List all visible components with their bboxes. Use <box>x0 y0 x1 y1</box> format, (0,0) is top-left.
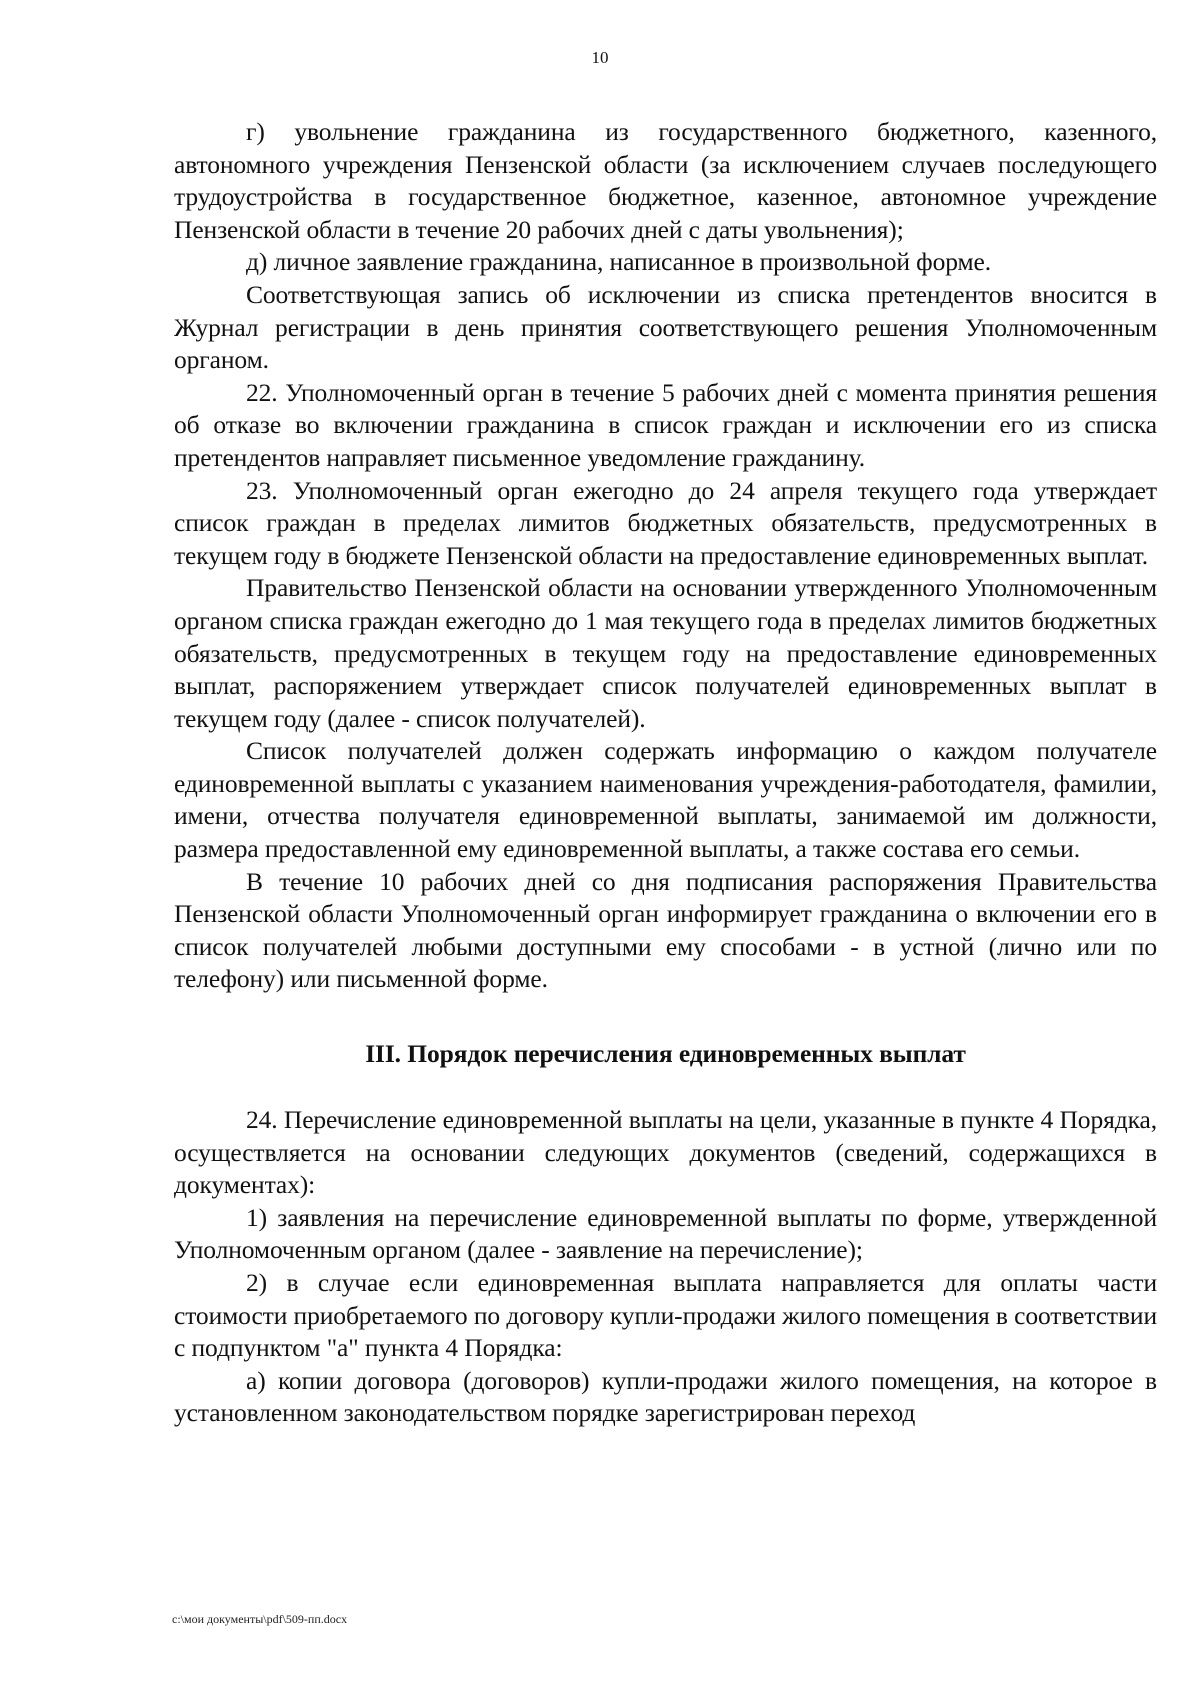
section-heading: III. Порядок перечисления единовременных выплат <box>365 1039 966 1069</box>
paragraph-subitem-1: 1) заявления на перечисление единовременной выплаты по форме, утвержденной Уполномоченным органом (далее - заявление на перечисление); <box>174 1202 1157 1265</box>
paragraph-recipient-list-contents: Список получателей должен содержать информацию о каждом получателе единовременной выплаты с указанием наименования учреждения-работодателя, фамилии, имени, отчества получателя единовременной выплаты, занимаемой им должности, размера предоставленной ему единовременной выплаты, а также состава его семьи. <box>174 736 1157 864</box>
paragraph-journal-record: Соответствующая запись об исключении из списка претендентов вносится в Журнал регистрации в день принятия соответствующего решения Уполномоченным органом. <box>174 279 1157 375</box>
paragraph-item-23: 23. Уполномоченный орган ежегодно до 24 апреля текущего года утверждает список граждан в пределах лимитов бюджетных обязательств, предусмотренных в текущем году в бюджете Пензенской области на предоставление единовременных выплат. <box>174 475 1157 570</box>
paragraph-notification: В течение 10 рабочих дней со дня подписания распоряжения Правительства Пензенской области Уполномоченный орган информирует гражданина о включении его в список получателей любыми доступными ему способами - в устной (лично или по телефону) или письменной форме. <box>174 866 1157 994</box>
paragraph-item-22: 22. Уполномоченный орган в течение 5 рабочих дней с момента принятия решения об отказе во включении гражданина в список граждан и исключении его из списка претендентов направляет письменное уведомление гражданину. <box>174 377 1157 472</box>
page-number: 10 <box>591 48 609 67</box>
paragraph-item-24: 24. Перечисление единовременной выплаты на цели, указанные в пункте 4 Порядка, осуществляется на основании следующих документов (сведений, содержащихся в документах): <box>174 1105 1157 1200</box>
footer-file-path: c:\мои документы\pdf\509-пп.docx <box>172 1612 348 1626</box>
paragraph-subpoint-g: г) увольнение гражданина из государственного бюджетного, казенного, автономного учреждения Пензенской области (за исключением случаев последующего трудоустройства в государственное бюджетное, казенное, автономное учреждение Пензенской области в течение 20 рабочих дней с даты увольнения); <box>174 117 1157 244</box>
document-body <box>174 116 1157 1430</box>
paragraph-subitem-2: 2) в случае если единовременная выплата направляется для оплаты части стоимости приобретаемого по договору купли-продажи жилого помещения в соответствии с подпунктом "а" пункта 4 Порядка: <box>174 1268 1157 1363</box>
paragraph-subitem-a: а) копии договора (договоров) купли-продажи жилого помещения, на которое в установленном законодательством порядке зарегистрирован переход <box>174 1365 1157 1428</box>
paragraph-government-approval: Правительство Пензенской области на основании утвержденного Уполномоченным органом списка граждан ежегодно до 1 мая текущего года в пределах лимитов бюджетных обязательств, предусмотренных в текущем году на предоставление единовременных выплат, распоряжением утверждает список получателей единовременных выплат в текущем году (далее - список получателей). <box>174 573 1157 733</box>
paragraph-subpoint-d: д) личное заявление гражданина, написанное в произвольной форме. <box>246 247 992 277</box>
